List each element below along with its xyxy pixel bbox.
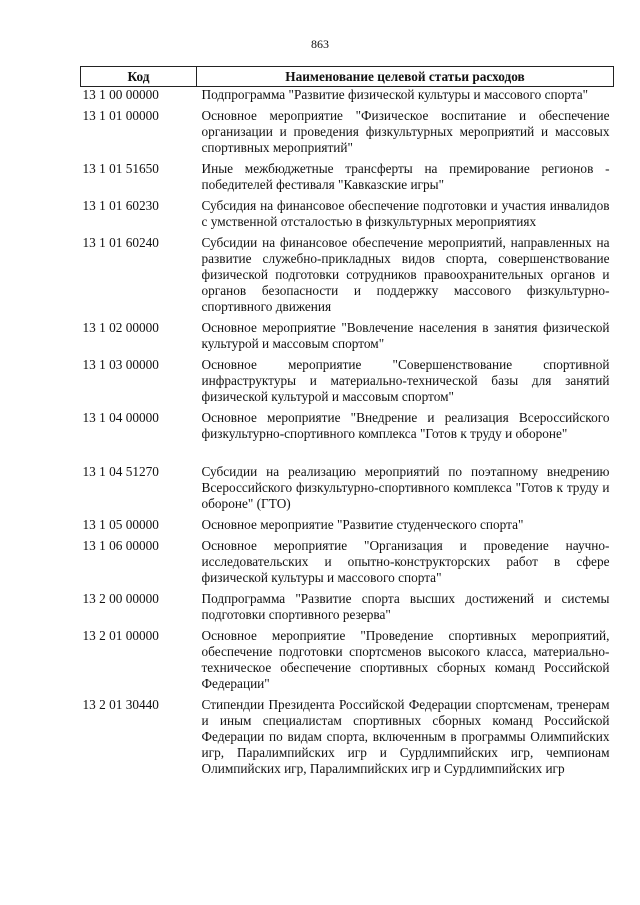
row-name: Подпрограмма "Развитие физической культуры и массового спорта" xyxy=(201,87,589,102)
column-header-name: Наименование целевой статьи расходов xyxy=(197,67,614,87)
table-row xyxy=(81,161,614,198)
row-code: 13 1 01 60240 xyxy=(82,235,159,250)
row-name: Субсидия на финансовое обеспечение подготовки и участия инвалидов с умственной отсталостью в физкультурных мероприятиях xyxy=(201,198,610,229)
table-row xyxy=(81,410,614,464)
row-name: Основное мероприятие "Внедрение и реализация Всероссийского физкультурно-спортивного комплекса "Готов к труду и обороне" xyxy=(201,410,610,441)
row-code: 13 1 01 51650 xyxy=(82,161,159,176)
table-row xyxy=(81,464,614,517)
row-code: 13 1 01 60230 xyxy=(82,198,159,213)
table-row xyxy=(81,538,614,591)
column-header-code: Код xyxy=(81,67,197,87)
row-code: 13 1 05 00000 xyxy=(82,517,159,532)
row-code: 13 2 01 30440 xyxy=(82,697,159,712)
table-row xyxy=(81,591,614,628)
row-name: Основное мероприятие "Физическое воспитание и обеспечение организации и проведения физкультурных мероприятий и массовых спортивных мероприятий" xyxy=(201,108,610,155)
table-row xyxy=(81,235,614,320)
row-code: 13 2 00 00000 xyxy=(82,591,159,606)
row-name: Субсидии на финансовое обеспечение мероприятий, направленных на развитие служебно-прикладных видов спорта, совершенствование физической подготовки сотрудников правоохранительных органов и органов безопасности и поддержку массового физкультурно-спортивного движения xyxy=(201,235,610,314)
table-row xyxy=(81,320,614,357)
row-code: 13 1 04 51270 xyxy=(82,464,159,479)
row-code: 13 1 03 00000 xyxy=(82,357,159,372)
row-name: Иные межбюджетные трансферты на премирование регионов - победителей фестиваля "Кавказские игры" xyxy=(201,161,610,192)
table-row xyxy=(81,628,614,697)
table-header-row xyxy=(81,67,614,87)
row-name: Основное мероприятие "Вовлечение населения в занятия физической культурой и массовым спортом" xyxy=(201,320,610,351)
row-code: 13 2 01 00000 xyxy=(82,628,159,643)
page-number: 863 xyxy=(311,37,329,51)
row-code: 13 1 04 00000 xyxy=(82,410,159,425)
row-name: Субсидии на реализацию мероприятий по поэтапному внедрению Всероссийского физкультурно-спортивного комплекса "Готов к труду и обороне" (ГТО) xyxy=(201,464,610,511)
row-name: Основное мероприятие "Проведение спортивных мероприятий, обеспечение подготовки спортсменов высокого класса, материально-техническое обеспечение спортивных сборных команд Российской Федерации" xyxy=(201,628,610,691)
row-name: Основное мероприятие "Совершенствование спортивной инфраструктуры и материально-технической базы для занятий физической культурой и массовым спортом" xyxy=(201,357,610,404)
table-row xyxy=(81,198,614,235)
target-items-table xyxy=(80,66,614,782)
row-name: Подпрограмма "Развитие спорта высших достижений и системы подготовки спортивного резерва" xyxy=(201,591,610,622)
row-name: Основное мероприятие "Организация и проведение научно-исследовательских и опытно-конструкторских работ в сфере физической культуры и массового спорта" xyxy=(201,538,610,585)
table-row xyxy=(81,87,614,109)
row-code: 13 1 01 00000 xyxy=(82,108,159,123)
row-code: 13 1 06 00000 xyxy=(82,538,159,553)
table-row xyxy=(81,517,614,538)
table-row xyxy=(81,357,614,410)
table-row xyxy=(81,697,614,782)
row-name: Основное мероприятие "Развитие студенческого спорта" xyxy=(201,517,524,532)
row-code: 13 1 02 00000 xyxy=(82,320,159,335)
row-name: Стипендии Президента Российской Федерации спортсменам, тренерам и иным специалистам спортивных сборных команд Российской Федерации по видам спорта, включенным в программы Олимпийских игр, Паралимпийских игр и Сурдлимпийских игр, чемпионам Олимпийских игр, Паралимпийских игр и Сурдлимпийских игр xyxy=(201,697,610,776)
row-code: 13 1 00 00000 xyxy=(82,87,159,102)
table-row xyxy=(81,108,614,161)
